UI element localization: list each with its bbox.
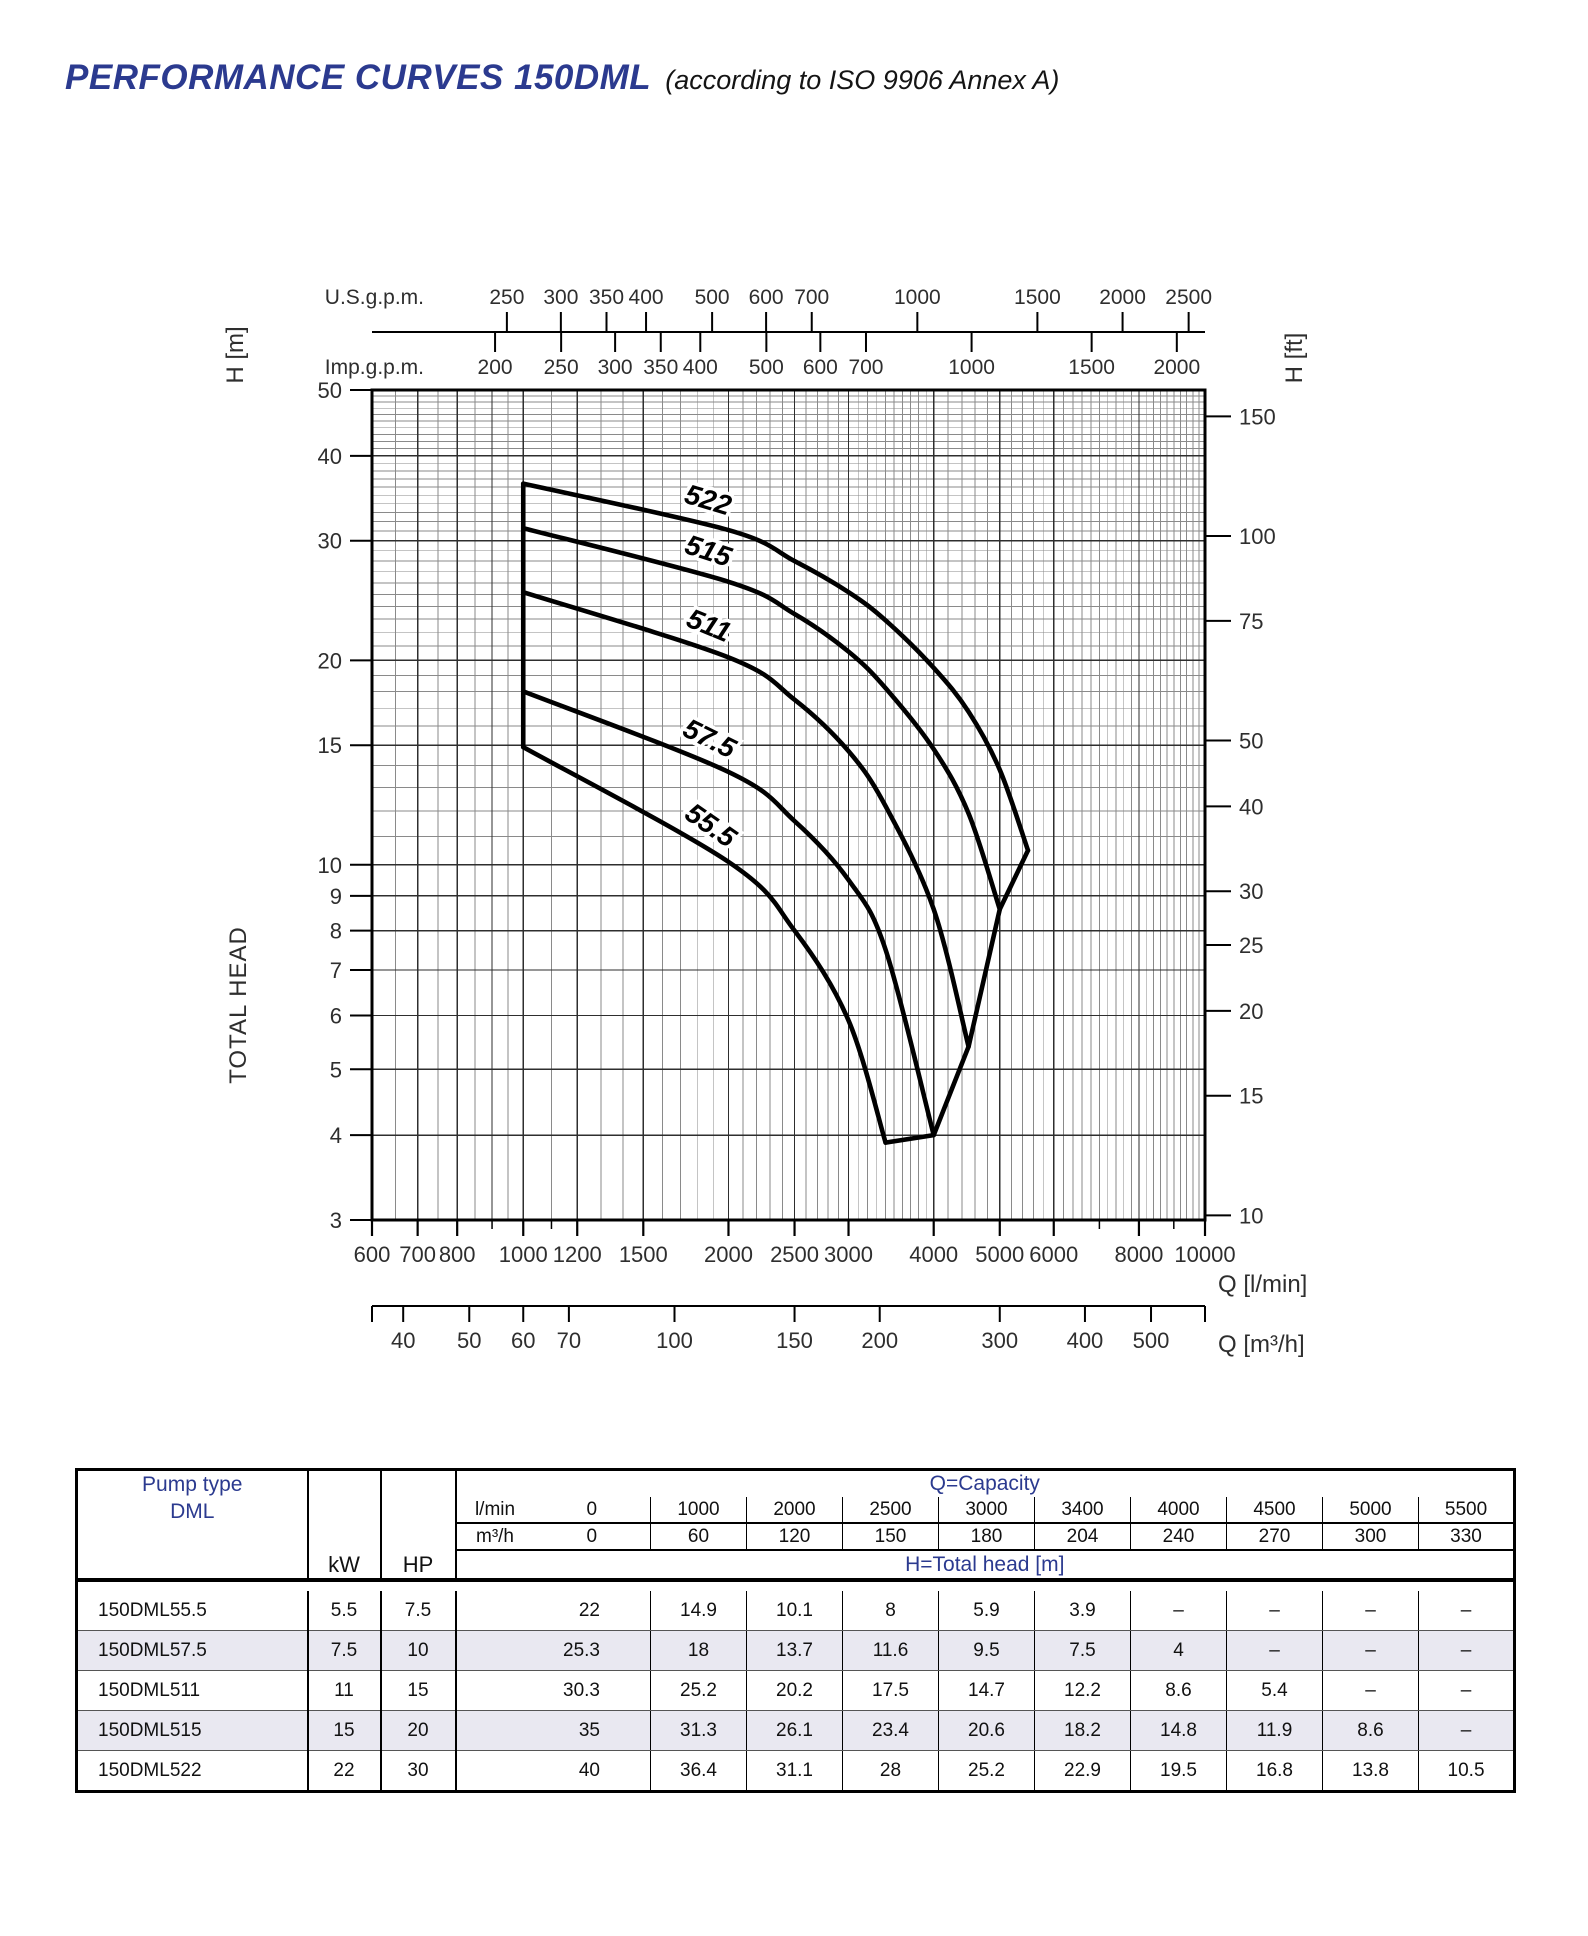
svg-text:300: 300 <box>981 1328 1019 1353</box>
hp-cell: 7.5 <box>381 1591 456 1631</box>
svg-text:5000: 5000 <box>975 1242 1025 1267</box>
svg-text:25: 25 <box>1239 932 1264 958</box>
head-cell: 25.2 <box>939 1751 1035 1792</box>
svg-text:10: 10 <box>317 852 342 878</box>
m3h-row-label: m³/h <box>456 1523 534 1550</box>
pump-model-cell: 150DML511 <box>77 1671 308 1711</box>
head-cell: 10.1 <box>747 1591 843 1631</box>
svg-text:200: 200 <box>477 356 513 379</box>
svg-text:5: 5 <box>329 1057 342 1083</box>
head-cell: 8.6 <box>1131 1671 1227 1711</box>
m3h-value: 120 <box>747 1523 843 1550</box>
svg-text:300: 300 <box>597 356 633 379</box>
head-cell: – <box>1419 1671 1515 1711</box>
col-header-pump-type <box>77 1470 308 1581</box>
curve-label-511: 511 <box>682 602 736 649</box>
svg-text:2500: 2500 <box>770 1242 820 1267</box>
svg-text:10000: 10000 <box>1174 1242 1236 1267</box>
total-head-header: H=Total head [m] <box>456 1550 1515 1580</box>
head-cell: 19.5 <box>1131 1751 1227 1792</box>
svg-text:Q [l/min]: Q [l/min] <box>1218 1271 1308 1298</box>
pump-data-table-container <box>75 1468 1516 1793</box>
pump-header-line1: Pump type <box>142 1473 243 1496</box>
svg-text:700: 700 <box>399 1242 437 1267</box>
head-cell: 13.8 <box>1323 1751 1419 1792</box>
pump-model-cell: 150DML522 <box>77 1751 308 1792</box>
lmin-value: 2500 <box>843 1497 939 1523</box>
head-cell: 8.6 <box>1323 1711 1419 1751</box>
svg-text:H [ft]: H [ft] <box>1281 332 1308 384</box>
svg-text:30: 30 <box>1239 879 1264 905</box>
svg-text:6: 6 <box>329 1003 342 1029</box>
svg-text:60: 60 <box>511 1328 536 1353</box>
lmin-value: 1000 <box>651 1497 747 1523</box>
head-cell-q0: 25.3 <box>456 1631 651 1671</box>
lmin-value: 5500 <box>1419 1497 1515 1523</box>
svg-text:300: 300 <box>543 286 579 309</box>
svg-text:1500: 1500 <box>1014 286 1061 309</box>
m3h-value: 60 <box>651 1523 747 1550</box>
lmin-value: 4500 <box>1227 1497 1323 1523</box>
spacer-row <box>77 1580 1515 1591</box>
curve-label-57.5: 57.5 <box>678 712 741 765</box>
grid-minor <box>372 390 1205 1220</box>
table-row-150DML55.5 <box>77 1591 1515 1631</box>
table-row-150DML515 <box>77 1711 1515 1751</box>
head-cell: – <box>1323 1591 1419 1631</box>
lmin-value: 5000 <box>1323 1497 1419 1523</box>
head-cell: 31.3 <box>651 1711 747 1751</box>
head-cell: 16.8 <box>1227 1751 1323 1792</box>
x-axis-gpm <box>325 286 1212 379</box>
head-cell-q0: 35 <box>456 1711 651 1751</box>
svg-text:100: 100 <box>656 1328 693 1353</box>
svg-text:600: 600 <box>802 356 838 379</box>
pump-model-cell: 150DML57.5 <box>77 1631 308 1671</box>
svg-text:350: 350 <box>588 286 625 309</box>
svg-text:600: 600 <box>353 1242 391 1267</box>
y-axis-title-head-m <box>222 326 249 383</box>
m3h-value: 0 <box>534 1523 651 1550</box>
head-cell-q0: 30.3 <box>456 1671 651 1711</box>
curve-label-522: 522 <box>681 478 735 522</box>
svg-text:U.S.g.p.m.: U.S.g.p.m. <box>324 286 424 309</box>
svg-text:Imp.g.p.m.: Imp.g.p.m. <box>324 356 424 379</box>
y-axis-title-head-ft <box>1281 333 1308 384</box>
m3h-value: 330 <box>1419 1523 1515 1550</box>
head-cell: 20.6 <box>939 1711 1035 1751</box>
svg-text:1000: 1000 <box>498 1242 548 1267</box>
table-row-150DML57.5 <box>77 1631 1515 1671</box>
svg-text:70: 70 <box>556 1328 582 1353</box>
svg-text:700: 700 <box>794 286 830 309</box>
hp-cell: 30 <box>381 1751 456 1792</box>
svg-text:8: 8 <box>329 918 342 944</box>
y-axis-title-total-head <box>225 926 252 1084</box>
head-cell: – <box>1227 1591 1323 1631</box>
svg-text:Q [m³/h]: Q [m³/h] <box>1218 1331 1305 1358</box>
svg-text:20: 20 <box>1239 998 1264 1024</box>
spacer-cell <box>77 1580 1515 1591</box>
head-cell: – <box>1323 1631 1419 1671</box>
table-header <box>77 1470 1515 1581</box>
head-cell: – <box>1419 1711 1515 1751</box>
svg-text:2000: 2000 <box>1153 356 1201 379</box>
m3h-value: 270 <box>1227 1523 1323 1550</box>
head-cell: 10.5 <box>1419 1751 1515 1792</box>
pump-data-table <box>75 1468 1516 1793</box>
table-row-150DML511 <box>77 1671 1515 1711</box>
svg-text:350: 350 <box>643 356 679 379</box>
head-cell: 17.5 <box>843 1671 939 1711</box>
head-cell: 14.8 <box>1131 1711 1227 1751</box>
m3h-value: 240 <box>1131 1523 1227 1550</box>
head-cell: 13.7 <box>747 1631 843 1671</box>
m3h-value: 150 <box>843 1523 939 1550</box>
svg-text:3000: 3000 <box>824 1242 874 1267</box>
table-body <box>77 1580 1515 1792</box>
svg-text:1500: 1500 <box>1068 356 1115 379</box>
lmin-value: 3000 <box>939 1497 1035 1523</box>
svg-text:15: 15 <box>1239 1083 1264 1109</box>
head-cell: – <box>1323 1671 1419 1711</box>
svg-text:2000: 2000 <box>703 1242 753 1267</box>
curve-label-515: 515 <box>681 528 736 573</box>
pump-model-cell: 150DML55.5 <box>77 1591 308 1631</box>
svg-text:30: 30 <box>317 528 342 554</box>
head-cell: 8 <box>843 1591 939 1631</box>
svg-text:400: 400 <box>682 356 718 379</box>
kw-cell: 15 <box>308 1711 381 1751</box>
head-cell: 26.1 <box>747 1711 843 1751</box>
head-cell: – <box>1419 1631 1515 1671</box>
svg-text:50: 50 <box>317 378 342 403</box>
kw-cell: 5.5 <box>308 1591 381 1631</box>
svg-text:10: 10 <box>1239 1203 1264 1229</box>
svg-text:2000: 2000 <box>1099 286 1146 309</box>
kw-cell: 22 <box>308 1751 381 1792</box>
lmin-value: 2000 <box>747 1497 843 1523</box>
head-cell: 23.4 <box>843 1711 939 1751</box>
head-cell: – <box>1419 1591 1515 1631</box>
svg-text:1000: 1000 <box>893 286 941 309</box>
curve-label-55.5: 55.5 <box>679 796 743 854</box>
head-cell: 4 <box>1131 1631 1227 1671</box>
svg-text:250: 250 <box>543 356 579 379</box>
head-cell: 12.2 <box>1035 1671 1131 1711</box>
svg-text:700: 700 <box>848 356 884 379</box>
svg-text:40: 40 <box>317 443 342 469</box>
y-axis-head-m <box>318 378 372 1233</box>
x-axis-lmin <box>354 1220 1308 1298</box>
m3h-value: 180 <box>939 1523 1035 1550</box>
plot-border <box>372 390 1205 1220</box>
x-axis-m3h <box>372 1306 1305 1358</box>
svg-text:75: 75 <box>1239 608 1264 634</box>
curve-labels <box>678 478 742 853</box>
head-cell: 5.4 <box>1227 1671 1323 1711</box>
svg-text:2500: 2500 <box>1165 286 1213 309</box>
svg-text:1200: 1200 <box>552 1242 602 1267</box>
svg-text:6000: 6000 <box>1029 1242 1079 1267</box>
col-header-hp: HP <box>381 1470 456 1581</box>
m3h-value: 300 <box>1323 1523 1419 1550</box>
head-cell: 14.7 <box>939 1671 1035 1711</box>
svg-text:8000: 8000 <box>1114 1242 1164 1267</box>
head-cell: 7.5 <box>1035 1631 1131 1671</box>
head-cell: 9.5 <box>939 1631 1035 1671</box>
head-cell: 18.2 <box>1035 1711 1131 1751</box>
lmin-value: 3400 <box>1035 1497 1131 1523</box>
y-axis-head-ft <box>1205 404 1276 1228</box>
lmin-value: 0 <box>534 1497 651 1523</box>
svg-text:7: 7 <box>329 958 342 984</box>
svg-text:50: 50 <box>457 1328 482 1353</box>
kw-cell: 7.5 <box>308 1631 381 1671</box>
svg-text:800: 800 <box>438 1242 476 1267</box>
svg-text:100: 100 <box>1239 524 1276 550</box>
title-note: (according to ISO 9906 Annex A) <box>665 65 1060 95</box>
kw-cell: 11 <box>308 1671 381 1711</box>
grid-major <box>372 390 1205 1220</box>
m3h-value: 204 <box>1035 1523 1131 1550</box>
head-cell: 3.9 <box>1035 1591 1131 1631</box>
col-header-kw: kW <box>308 1470 381 1581</box>
svg-text:400: 400 <box>628 286 664 309</box>
head-cell: 14.9 <box>651 1591 747 1631</box>
svg-text:4: 4 <box>329 1123 342 1149</box>
svg-text:9: 9 <box>329 883 342 909</box>
hp-cell: 20 <box>381 1711 456 1751</box>
svg-text:600: 600 <box>748 286 784 309</box>
hp-cell: 15 <box>381 1671 456 1711</box>
head-cell: 20.2 <box>747 1671 843 1711</box>
pump-model-cell: 150DML515 <box>77 1711 308 1751</box>
table-row-150DML522 <box>77 1751 1515 1792</box>
lmin-value: 4000 <box>1131 1497 1227 1523</box>
head-cell: 31.1 <box>747 1751 843 1792</box>
svg-text:50: 50 <box>1239 728 1264 754</box>
head-cell-q0: 40 <box>456 1751 651 1792</box>
svg-text:4000: 4000 <box>909 1242 959 1267</box>
svg-text:1500: 1500 <box>618 1242 668 1267</box>
header-row-capacity <box>77 1470 1515 1498</box>
svg-text:500: 500 <box>694 286 730 309</box>
curve-522 <box>523 484 1028 851</box>
svg-text:3: 3 <box>329 1208 342 1233</box>
svg-text:150: 150 <box>1239 404 1276 430</box>
head-cell: 22.9 <box>1035 1751 1131 1792</box>
svg-text:15: 15 <box>317 733 342 759</box>
svg-text:400: 400 <box>1066 1328 1104 1353</box>
svg-text:20: 20 <box>317 648 342 674</box>
svg-text:40: 40 <box>1239 794 1264 820</box>
head-cell: 11.9 <box>1227 1711 1323 1751</box>
head-cell: – <box>1227 1631 1323 1671</box>
svg-text:40: 40 <box>390 1328 416 1353</box>
svg-text:TOTAL HEAD: TOTAL HEAD <box>225 926 252 1084</box>
svg-text:H [m]: H [m] <box>222 326 249 384</box>
head-cell: 36.4 <box>651 1751 747 1792</box>
svg-text:500: 500 <box>748 356 784 379</box>
head-cell: – <box>1131 1591 1227 1631</box>
head-cell: 11.6 <box>843 1631 939 1671</box>
svg-text:250: 250 <box>489 286 525 309</box>
title-main: PERFORMANCE CURVES 150DML <box>65 58 652 97</box>
svg-text:1000: 1000 <box>948 356 995 379</box>
head-cell: 25.2 <box>651 1671 747 1711</box>
svg-text:150: 150 <box>776 1328 813 1353</box>
head-cell-q0: 22 <box>456 1591 651 1631</box>
lmin-row-label: l/min <box>456 1497 534 1523</box>
svg-text:200: 200 <box>861 1328 899 1353</box>
head-cell: 5.9 <box>939 1591 1035 1631</box>
head-cell: 28 <box>843 1751 939 1792</box>
pump-header-line2: DML <box>170 1500 215 1523</box>
hp-cell: 10 <box>381 1631 456 1671</box>
capacity-header: Q=Capacity <box>929 1472 1040 1495</box>
svg-text:500: 500 <box>1132 1328 1170 1353</box>
head-cell: 18 <box>651 1631 747 1671</box>
